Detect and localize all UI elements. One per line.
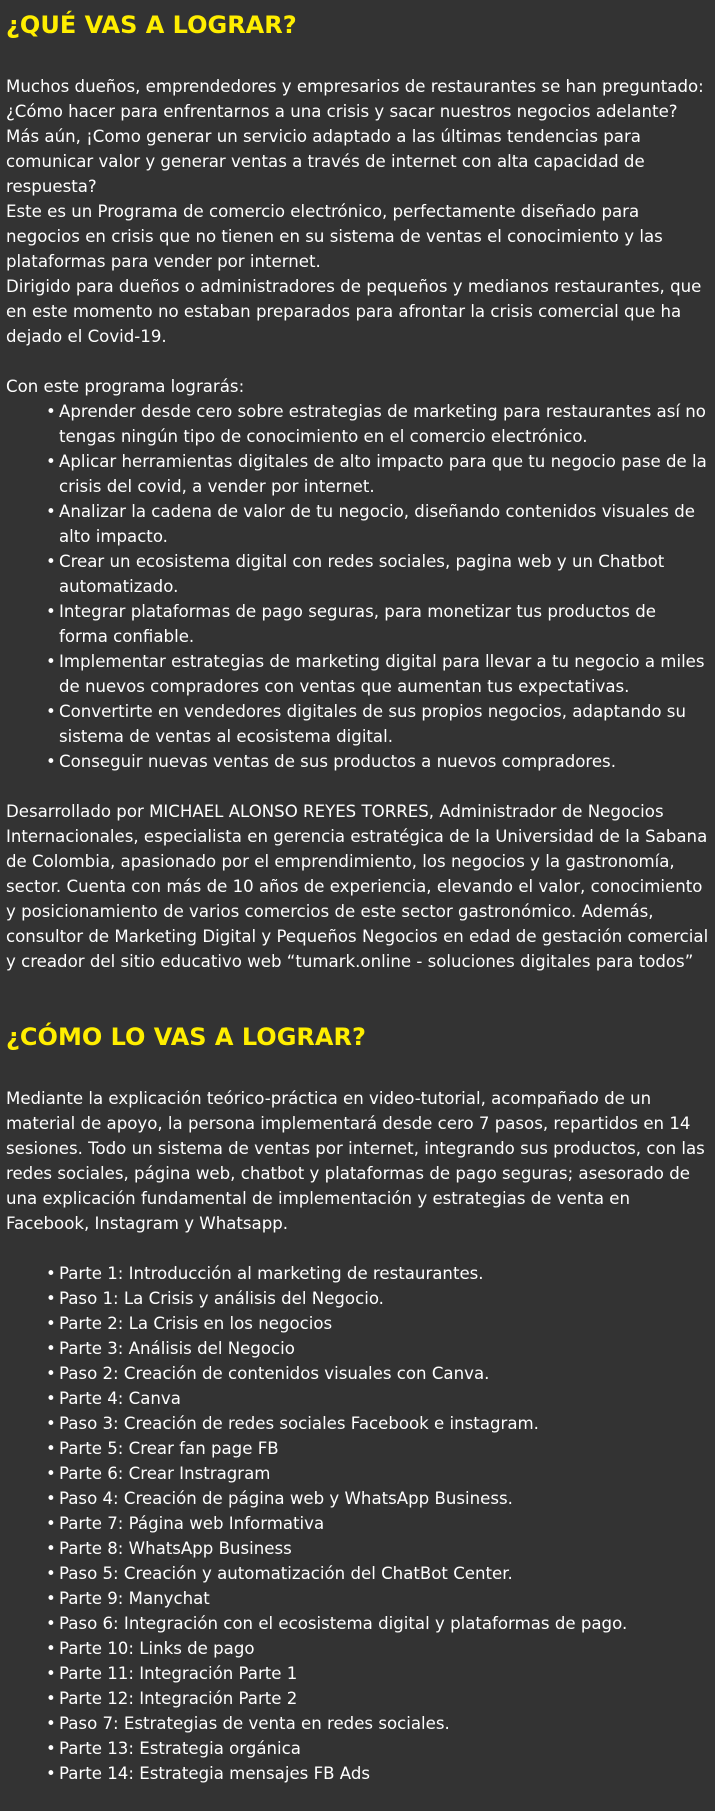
list-item: • Parte 8: WhatsApp Business [6, 1536, 709, 1561]
list-item: • Parte 12: Integración Parte 2 [6, 1686, 709, 1711]
intro-paragraph: Muchos dueños, emprendedores y empresarios de restaurantes se han preguntado: ¿Cómo hacer para enfrentarnos a una crisis y sacar nuestros negocios adelante? Más aún, ¡Como generar un servicio adaptado a las últimas tendencias para comunicar valor y generar ventas a través de internet con alta capacidad de respuesta? [6, 77, 704, 196]
list-item: • Parte 4: Canva [6, 1386, 709, 1411]
list-item: • Parte 2: La Crisis en los negocios [6, 1311, 709, 1336]
method-paragraph: Mediante la explicación teórico-práctica en video-tutorial, acompañado de un material de apoyo, la persona implementará desde cero 7 pasos, repartidos en 14 sesiones. Todo un sistema de ventas por internet, integrando sus productos, con las redes sociales, página web, chatbot y plataformas de pago seguras; asesorado de una explicación fundamental de implementación y estrategias de venta en Facebook, Instagram y Whatsapp. [6, 1089, 705, 1233]
section-heading-what-you-achieve: ¿QUÉ VAS A LOGRAR? [6, 11, 297, 39]
list-item: • Paso 1: La Crisis y análisis del Negocio. [6, 1286, 709, 1311]
list-item: • Parte 7: Página web Informativa [6, 1511, 709, 1536]
list-item: • Paso 6: Integración con el ecosistema digital y plataformas de pago. [6, 1611, 709, 1636]
list-item: • Paso 2: Creación de contenidos visuales con Canva. [6, 1361, 709, 1386]
list-item: • Implementar estrategias de marketing digital para llevar a tu negocio a miles de nuevos compradores con ventas que aumentan tus expectativas. [6, 649, 709, 699]
list-item: • Parte 3: Análisis del Negocio [6, 1336, 709, 1361]
section-heading-how-you-achieve: ¿CÓMO LO VAS A LOGRAR? [6, 1023, 366, 1051]
list-item: • Aprender desde cero sobre estrategias de marketing para restaurantes así no tengas ningún tipo de conocimiento en el comercio electrónico. [6, 399, 709, 449]
spacer [6, 349, 709, 374]
list-item: • Paso 7: Estrategias de venta en redes sociales. [6, 1711, 709, 1736]
list-item: • Paso 5: Creación y automatización del ChatBot Center. [6, 1561, 709, 1586]
list-item: • Crear un ecosistema digital con redes sociales, pagina web y un Chatbot automatizado. [6, 549, 709, 599]
author-paragraph: Desarrollado por MICHAEL ALONSO REYES TORRES, Administrador de Negocios Internacionales, especialista en gerencia estratégica de la Universidad de la Sabana de Colombia, apasionado por el emprendimiento, los negocios y la gastronomía, sector. Cuenta con más de 10 años de experiencia, elevando el valor, conocimiento y posicionamiento de varios comercios de este sector gastronómico. Además, consultor de Marketing Digital y Pequeños Negocios en edad de gestación comercial y creador del sitio educativo web “tumark.online - soluciones digitales para todos” [6, 802, 709, 971]
list-item: • Parte 14: Estrategia mensajes FB Ads [6, 1761, 709, 1786]
list-item: • Parte 6: Crear Instragram [6, 1461, 709, 1486]
list-item: • Paso 3: Creación de redes sociales Facebook e instagram. [6, 1411, 709, 1436]
list-item: • Parte 1: Introducción al marketing de restaurantes. [6, 1261, 709, 1286]
list-item: • Integrar plataformas de pago seguras, para monetizar tus productos de forma confiable. [6, 599, 709, 649]
list-item: • Parte 5: Crear fan page FB [6, 1436, 709, 1461]
syllabus [6, 1261, 709, 1786]
syllabus-list [6, 1261, 709, 1786]
list-item: • Analizar la cadena de valor de tu negocio, diseñando contenidos visuales de alto impacto. [6, 499, 709, 549]
benefits-list [6, 399, 709, 774]
list-item: • Parte 9: Manychat [6, 1586, 709, 1611]
list-item: • Parte 10: Links de pago [6, 1636, 709, 1661]
list-item: • Aplicar herramientas digitales de alto impacto para que tu negocio pase de la crisis del covid, a vender por internet. [6, 449, 709, 499]
intro-paragraph: Dirigido para dueños o administradores de pequeños y medianos restaurantes, que en este momento no estaban preparados para afrontar la crisis comercial que ha dejado el Covid-19. [6, 277, 702, 346]
section1-intro [6, 74, 709, 349]
list-item: • Paso 4: Creación de página web y WhatsApp Business. [6, 1486, 709, 1511]
intro-paragraph: Este es un Programa de comercio electrónico, perfectamente diseñado para negocios en crisis que no tienen en su sistema de ventas el conocimiento y las plataformas para vender por internet. [6, 202, 663, 271]
list-item: • Conseguir nuevas ventas de sus productos a nuevos compradores. [6, 749, 709, 774]
benefits-intro: Con este programa lograrás: [6, 377, 245, 396]
list-item: • Convertirte en vendedores digitales de sus propios negocios, adaptando su sistema de ventas al ecosistema digital. [6, 699, 709, 749]
list-item: • Parte 11: Integración Parte 1 [6, 1661, 709, 1686]
list-item: • Parte 13: Estrategia orgánica [6, 1736, 709, 1761]
